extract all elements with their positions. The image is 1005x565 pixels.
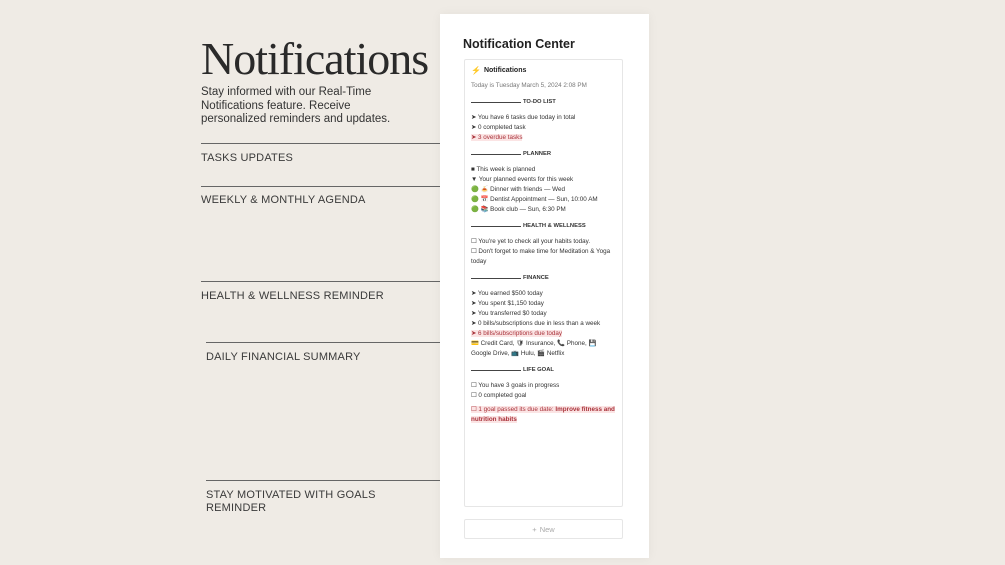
panel-title: Notification Center (463, 37, 575, 51)
bills-list: 💳 Credit Card, 🛡 Insurance, 📞 Phone, 💾 Google Drive, 📺 Hulu, 🎬 Netflix (471, 340, 597, 357)
callout-connector (201, 281, 455, 282)
list-item: ➤ You spent $1,150 today (471, 300, 544, 307)
section-header-todo (471, 97, 616, 107)
section-header-label: HEALTH & WELLNESS (523, 223, 586, 229)
section-header-label: LIFE GOAL (523, 367, 554, 373)
section-header-label: TO-DO LIST (523, 99, 556, 105)
events-toggle[interactable]: ▼ Your planned events for this week (471, 176, 574, 183)
new-button[interactable] (464, 519, 623, 539)
overdue-alert: ➤ 3 overdue tasks (471, 134, 523, 141)
section-rule (471, 370, 521, 371)
date-line: Today is Tuesday March 5, 2024 2:08 PM (471, 82, 587, 89)
plus-icon: + (532, 524, 537, 534)
section-header-label: FINANCE (523, 275, 549, 281)
callout-connector (206, 480, 459, 481)
section-header-goals (471, 365, 616, 375)
section-header-health (471, 221, 616, 231)
event-item[interactable]: 🟢 📅 Dentist Appointment — Sun, 10:00 AM (471, 196, 598, 203)
callout-tasks: TASKS UPDATES (201, 152, 294, 164)
goal-alert-name: Improve fitness and nutrition habits (471, 406, 615, 423)
callout-connector (201, 143, 455, 144)
list-item: ➤ 0 bills/subscriptions due in less than a week (471, 320, 601, 327)
bills-alert: ➤ 6 bills/subscriptions due today (471, 330, 563, 337)
new-button-label: New (539, 524, 555, 534)
lightning-icon: ⚡ (471, 66, 481, 75)
callout-connector (206, 342, 459, 343)
list-item: ➤ You transferred $0 today (471, 310, 547, 317)
notifications-card (464, 59, 623, 507)
list-item: ■ This week is planned (471, 166, 536, 173)
event-item[interactable]: 🟢 📚 Book club — Sun, 6:30 PM (471, 206, 566, 213)
section-header-planner (471, 149, 616, 159)
section-header-label: PLANNER (523, 151, 552, 157)
callout-agenda: WEEKLY & MONTHLY AGENDA (201, 194, 366, 206)
list-item: ➤ You have 6 tasks due today in total (471, 114, 576, 121)
list-item: ☐ You have 3 goals in progress (471, 382, 560, 389)
goal-alert (471, 405, 616, 425)
callout-connector (201, 186, 455, 187)
callout-health: HEALTH & WELLNESS REMINDER (201, 290, 384, 302)
list-item: ☐ You're yet to check all your habits today. (471, 238, 591, 245)
section-rule (471, 154, 521, 155)
list-item: ☐ Don't forget to make time for Meditation & Yoga today (471, 248, 611, 265)
goal-alert-prefix: ☐ 1 goal passed its due date: (471, 406, 556, 413)
list-item: ➤ 0 completed task (471, 124, 526, 131)
card-heading-label: Notifications (483, 67, 527, 74)
section-rule (471, 102, 521, 103)
notification-center-panel (440, 14, 649, 558)
callout-goals: STAY MOTIVATED WITH GOALS REMINDER (206, 489, 376, 514)
page-title: Notifications (201, 33, 429, 84)
section-rule (471, 278, 521, 279)
list-item: ➤ You earned $500 today (471, 290, 543, 297)
event-item[interactable]: 🟢 🍝 Dinner with friends — Wed (471, 186, 565, 193)
card-heading (471, 66, 616, 76)
list-item: ☐ 0 completed goal (471, 392, 527, 399)
page-subtitle: Stay informed with our Real-Time Notifications feature. Receive personalized reminders and updates. (201, 86, 391, 125)
callout-finance: DAILY FINANCIAL SUMMARY (206, 351, 361, 363)
section-rule (471, 226, 521, 227)
section-header-finance (471, 273, 616, 283)
